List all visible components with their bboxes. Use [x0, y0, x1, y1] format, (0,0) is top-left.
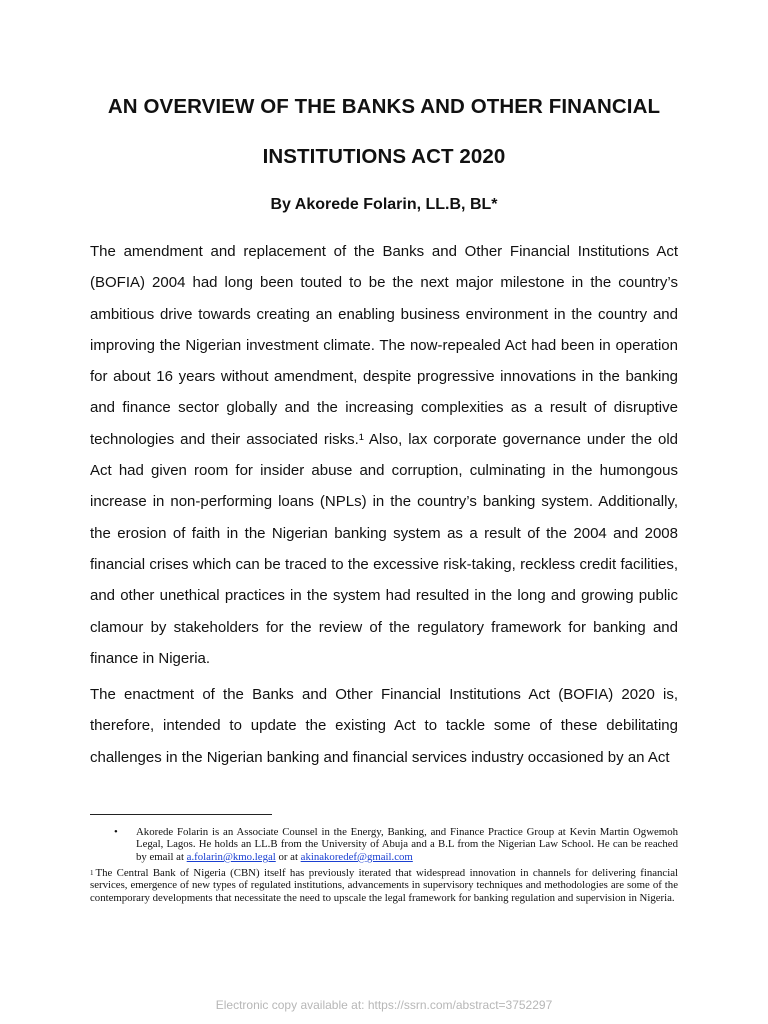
- footnote-1-marker: 1: [90, 869, 94, 877]
- footnote-bullet: •: [114, 826, 118, 838]
- ssrn-watermark: Electronic copy available at: https://ssrn.com/abstract=3752297: [215, 998, 553, 1012]
- footnote-author-conjunction: or at: [275, 850, 301, 863]
- footnote-separator: [90, 814, 272, 815]
- title-line-2: INSTITUTIONS ACT 2020: [262, 145, 506, 168]
- title-line-1: AN OVERVIEW OF THE BANKS AND OTHER FINANCIAL: [107, 95, 661, 118]
- email-link-work[interactable]: a.folarin@kmo.legal: [186, 850, 276, 863]
- footnote-1: [90, 867, 678, 904]
- footnote-author: [90, 826, 678, 863]
- email-link-personal[interactable]: akinakoredef@gmail.com: [300, 850, 413, 863]
- body-paragraph-2: The enactment of the Banks and Other Financial Institutions Act (BOFIA) 2020 is, therefore, intended to update the existing Act to tackle some of these debilitating challenges in the Nigerian banking and financial services industry occasioned by an Act: [90, 686, 678, 766]
- footnote-1-text: The Central Bank of Nigeria (CBN) itself has previously iterated that widespread innovation in channels for delivering financial services, emergence of new types of regulated institutions, advancements in supervisory techniques and methodologies are some of the contemporary developments that necessitate the need to upscale the legal framework for banking regulation and supervision in Nigeria.: [90, 867, 678, 904]
- footnote-author-text: [136, 826, 678, 863]
- author-byline: By Akorede Folarin, LL.B, BL*: [270, 196, 498, 213]
- body-paragraph-1: The amendment and replacement of the Banks and Other Financial Institutions Act (BOFIA) 2004 had long been touted to be the next major milestone in the country’s ambitious drive towards creating an enabling business environment in the country and improving the Nigerian investment climate. The now-repealed Act had been in operation for about 16 years without amendment, despite progressive innovations in the banking and finance sector globally and the increasing complexities as a result of disruptive technologies and their associated risks.¹ Also, lax corporate governance under the old Act had given room for insider abuse and corruption, culminating in the humongous increase in non-performing loans (NPLs) in the country’s banking system. Additionally, the erosion of faith in the Nigerian banking system as a result of the 2004 and 2008 financial crises which can be traced to the excessive risk-taking, reckless credit facilities, and other unethical practices in the system had resulted in the long and growing public clamour by stakeholders for the review of the regulatory framework for banking and finance in Nigeria.: [90, 243, 678, 667]
- footnote-author-body: Akorede Folarin is an Associate Counsel in the Energy, Banking, and Finance Practice Group at Kevin Martin Ogwemoh Legal, Lagos. He holds an LL.B from the University of Abuja and a B.L from the Nigerian Law School. He can be reached by email at: [136, 826, 678, 863]
